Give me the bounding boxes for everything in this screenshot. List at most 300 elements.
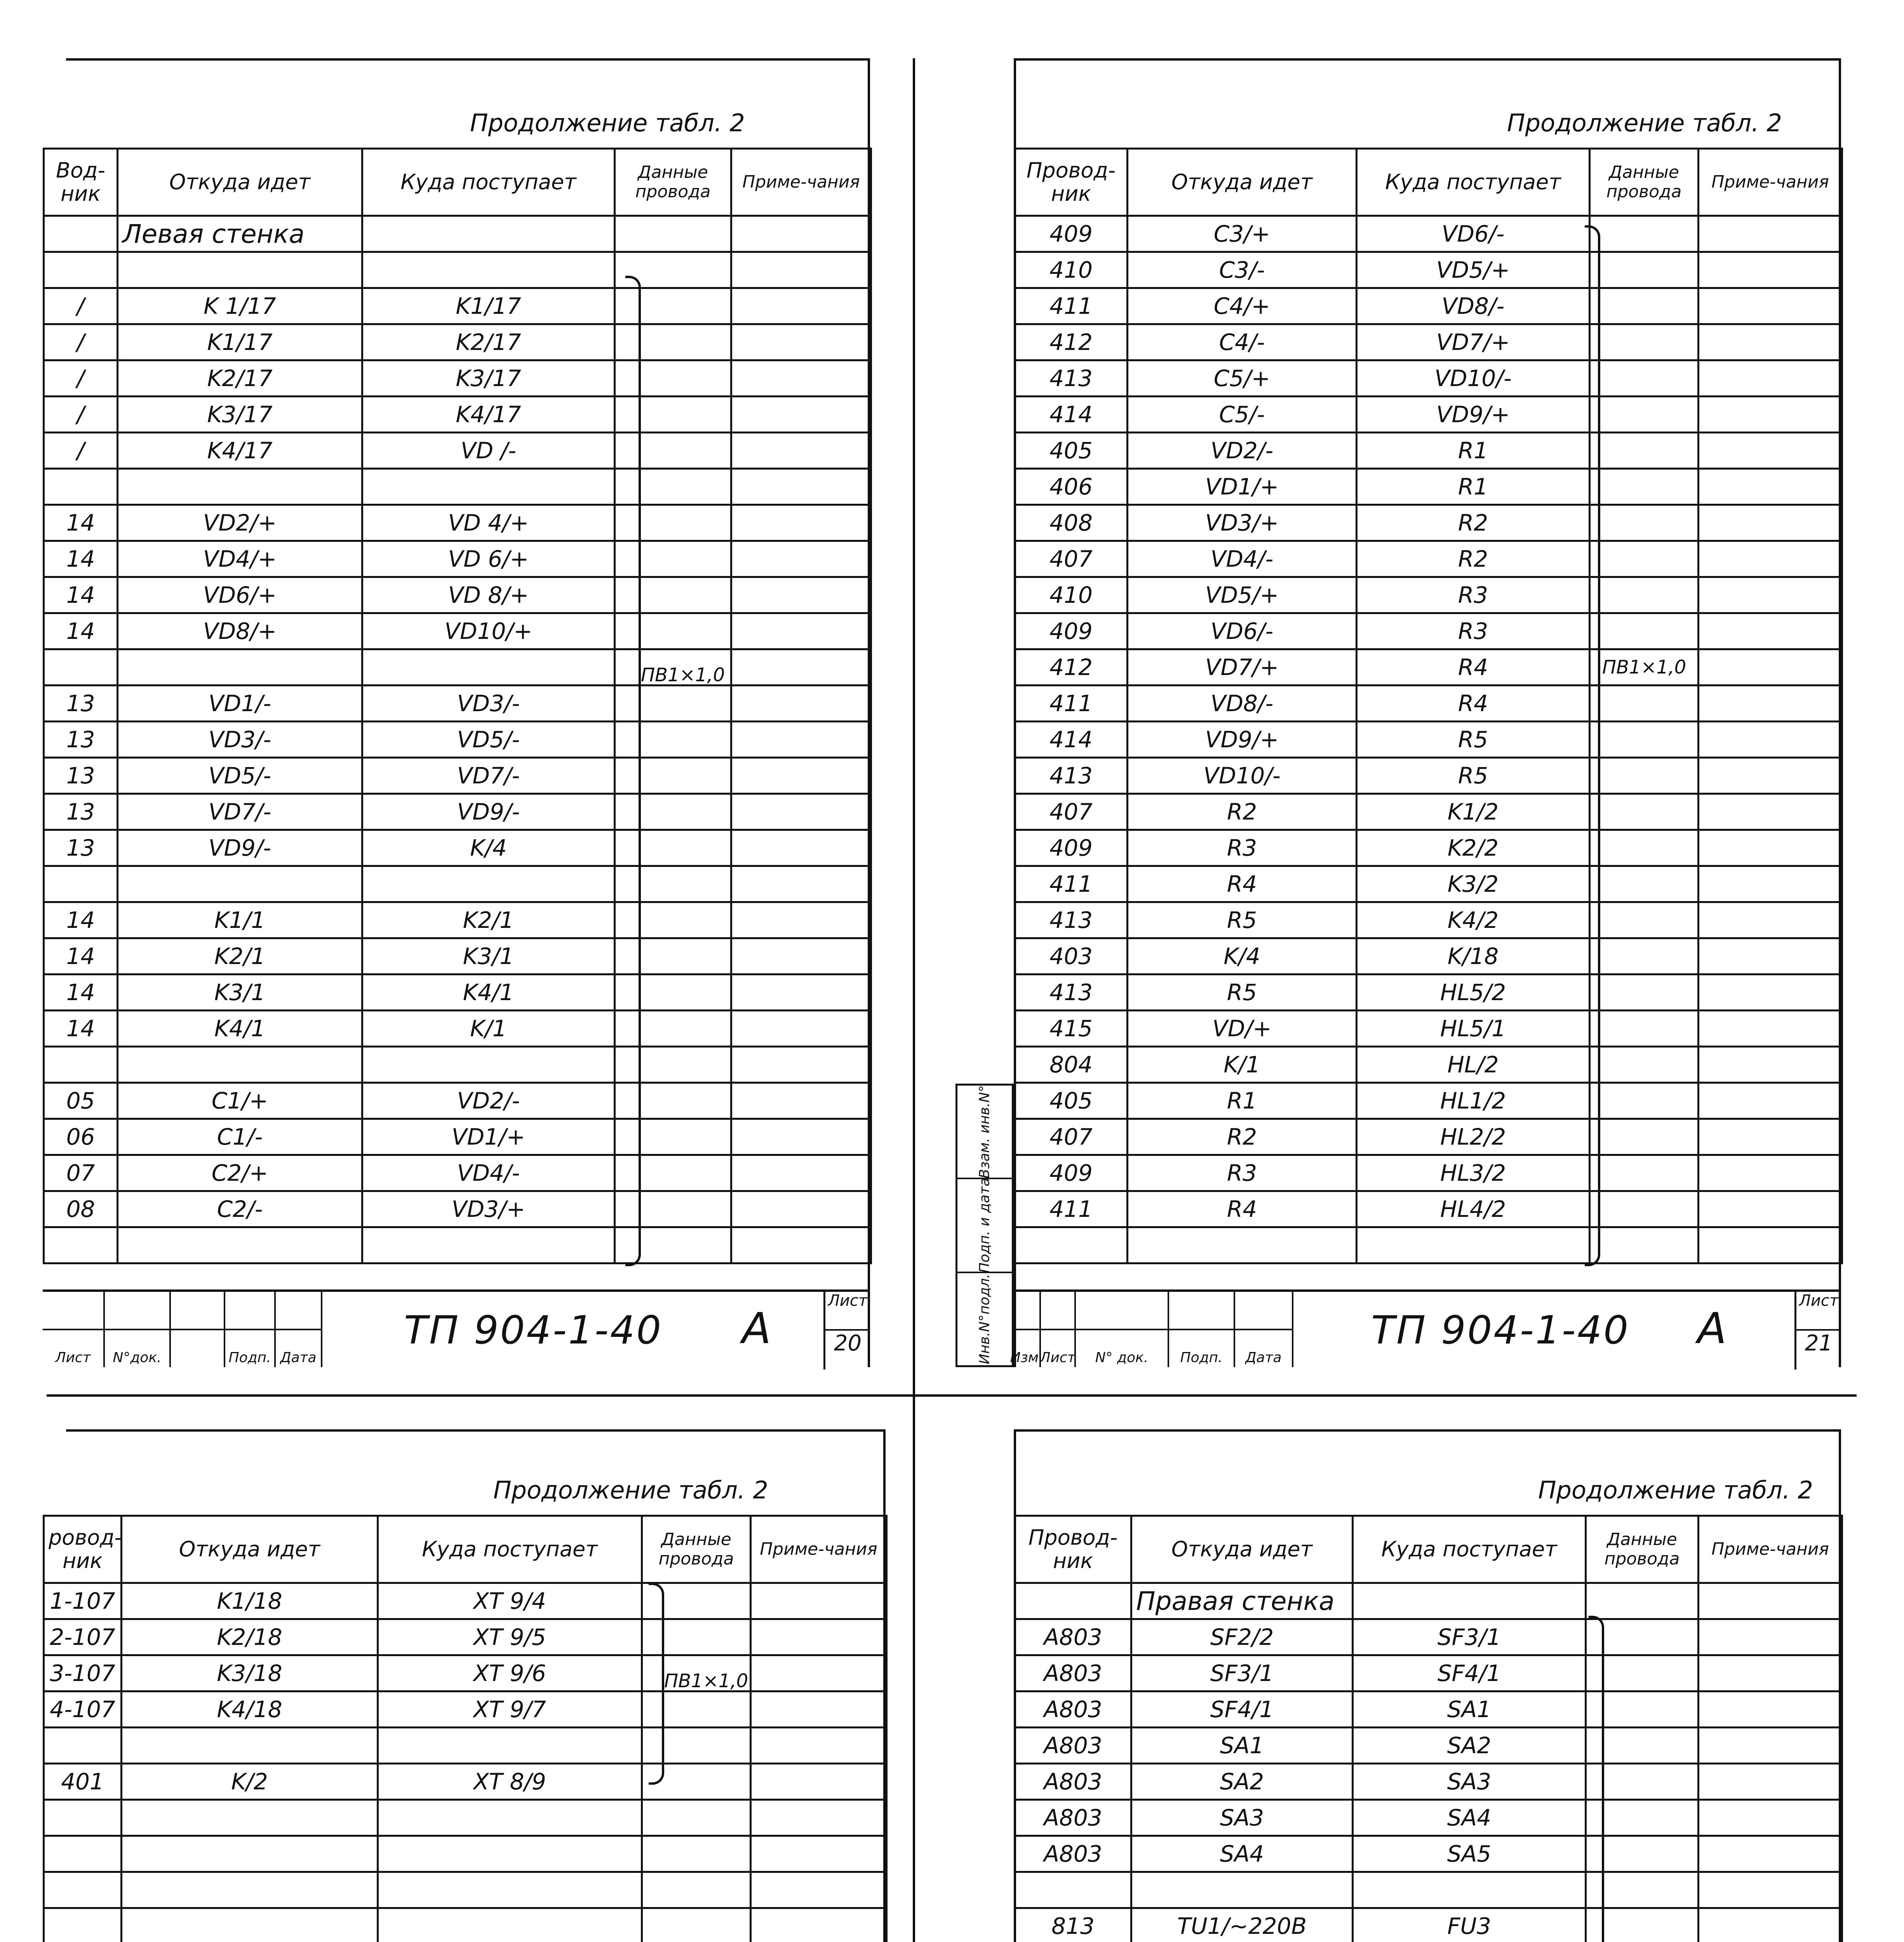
stamp-row (43, 1330, 322, 1367)
notes-cell (751, 1872, 887, 1908)
from-cell (122, 1836, 378, 1872)
wire-data-brace (625, 276, 641, 1266)
stamp-cell (1169, 1292, 1235, 1329)
table-row (44, 1619, 887, 1655)
header-data: Данные провода (1590, 149, 1699, 216)
notes-cell (1699, 1908, 1842, 1942)
doc-letter: А (1697, 1303, 1727, 1353)
to-cell: XT 9/6 (378, 1655, 642, 1691)
to-cell: R3 (1357, 577, 1590, 613)
notes-cell (1699, 830, 1842, 866)
notes-cell (1699, 722, 1842, 758)
from-cell (1131, 1872, 1353, 1908)
table-row (1015, 902, 1842, 938)
table-row (44, 433, 871, 469)
to-cell: VD 8/+ (362, 577, 615, 613)
table-row (1015, 505, 1842, 541)
side-cell (957, 1086, 1012, 1179)
notes-cell (731, 758, 871, 794)
section-title: Правая стенка (1131, 1583, 1353, 1619)
notes-cell (731, 577, 871, 613)
notes-cell (731, 830, 871, 866)
data-cell (1590, 216, 1699, 252)
data-cell (1590, 252, 1699, 288)
data-cell (1590, 758, 1699, 794)
stamp-cell (1076, 1292, 1169, 1329)
wire-cell (44, 1227, 118, 1263)
wire-data-brace (649, 1583, 664, 1785)
to-cell: K3/2 (1357, 866, 1590, 902)
to-cell: K3/1 (362, 938, 615, 974)
sheet-21 (955, 58, 1841, 1367)
data-cell (1590, 866, 1699, 902)
to-cell (362, 216, 615, 252)
table-row (1015, 1083, 1842, 1119)
to-cell: K/18 (1357, 938, 1590, 974)
header-to: Куда поступает (1353, 1516, 1586, 1583)
to-cell: SA4 (1353, 1800, 1586, 1836)
notes-cell (731, 1191, 871, 1227)
side-label: Взам. инв.N° (976, 1085, 993, 1178)
to-cell: K1/17 (362, 288, 615, 324)
data-cell (1590, 288, 1699, 324)
from-cell: VD4/- (1128, 541, 1357, 577)
table-row (1015, 1728, 1842, 1764)
to-cell: R1 (1357, 433, 1590, 469)
table-row (44, 577, 871, 613)
table-row (1015, 758, 1842, 794)
from-cell: K2/17 (118, 360, 362, 397)
header-wire: Bод-ник (44, 149, 118, 216)
to-cell: VD6/- (1357, 216, 1590, 252)
to-cell: R4 (1357, 686, 1590, 722)
stamp-cell (225, 1292, 276, 1329)
from-cell: VD5/- (118, 758, 362, 794)
header-to: Куда поступает (362, 149, 615, 216)
notes-cell (1699, 541, 1842, 577)
sheet-23 (955, 1429, 1841, 1942)
notes-cell (1699, 758, 1842, 794)
stamp-row (1010, 1330, 1293, 1367)
table-row (1015, 1119, 1842, 1155)
from-cell: C1/+ (118, 1083, 362, 1119)
table-row (1015, 1011, 1842, 1047)
from-cell: K2/18 (122, 1619, 378, 1655)
to-cell: XT 8/9 (378, 1764, 642, 1800)
to-cell: R4 (1357, 649, 1590, 686)
notes-cell (731, 1119, 871, 1155)
wire-cell: 411 (1015, 686, 1128, 722)
to-cell: XT 9/4 (378, 1583, 642, 1619)
from-cell: C3/+ (1128, 216, 1357, 252)
to-cell: K2/2 (1357, 830, 1590, 866)
data-cell (1590, 541, 1699, 577)
table-row (1015, 794, 1842, 830)
from-cell: VD2/+ (118, 505, 362, 541)
from-cell: K3/17 (118, 397, 362, 433)
from-cell: VD7/- (118, 794, 362, 830)
horizontal-separator (47, 1394, 1857, 1397)
notes-cell (1699, 1583, 1842, 1619)
frame-top (66, 1429, 886, 1432)
wire-cell: 413 (1015, 758, 1128, 794)
wire-cell: 407 (1015, 541, 1128, 577)
to-cell: HL5/2 (1357, 974, 1590, 1011)
doc-code: ТП 904-1-40 (1371, 1307, 1630, 1353)
table-row (1015, 433, 1842, 469)
data-cell (1590, 577, 1699, 613)
wire-cell: 408 (1015, 505, 1128, 541)
wire-cell: 14 (44, 1011, 118, 1047)
to-cell: SA1 (1353, 1691, 1586, 1728)
continuation-title: Продолжение табл. 2 (1507, 109, 1782, 137)
table-row (44, 469, 871, 505)
table-row (1015, 397, 1842, 433)
from-cell: K 1/17 (118, 288, 362, 324)
to-cell: XT 9/5 (378, 1619, 642, 1655)
notes-cell (1699, 1011, 1842, 1047)
wire-cell: 405 (1015, 433, 1128, 469)
wire-cell: 412 (1015, 324, 1128, 360)
notes-cell (731, 360, 871, 397)
to-cell: FU3 (1353, 1908, 1586, 1942)
stamp-label: Лист (43, 1330, 105, 1367)
notes-cell (1699, 974, 1842, 1011)
to-cell (378, 1728, 642, 1764)
notes-cell (1699, 1691, 1842, 1728)
continuation-title: Продолжение табл. 2 (1538, 1476, 1813, 1504)
notes-cell (751, 1836, 887, 1872)
table-row (44, 288, 871, 324)
stamp-label: N° док. (1076, 1330, 1169, 1367)
notes-cell (1699, 1728, 1842, 1764)
notes-cell (1699, 1155, 1842, 1191)
wire-cell: 804 (1015, 1047, 1128, 1083)
sheet-22 (43, 1429, 886, 1942)
notes-cell (1699, 324, 1842, 360)
from-cell: R3 (1128, 1155, 1357, 1191)
to-cell (1357, 1227, 1590, 1263)
wire-cell: 14 (44, 974, 118, 1011)
table-row (44, 1227, 871, 1263)
wire-cell: 413 (1015, 360, 1128, 397)
wire-cell: 06 (44, 1119, 118, 1155)
from-cell: R2 (1128, 794, 1357, 830)
from-cell: R4 (1128, 1191, 1357, 1227)
header-wire: Провод-ник (1015, 149, 1128, 216)
wire-cell: 414 (1015, 722, 1128, 758)
table-row (1015, 469, 1842, 505)
sheet-label: Лист (825, 1292, 870, 1331)
table-row (1015, 1583, 1842, 1619)
from-cell (118, 469, 362, 505)
notes-cell (1699, 613, 1842, 649)
table-row (44, 830, 871, 866)
table-row (1015, 1191, 1842, 1227)
to-cell: VD8/- (1357, 288, 1590, 324)
section-title: Левая стенка (118, 216, 362, 252)
stamp-label: Лист (1041, 1330, 1076, 1367)
table-row (44, 360, 871, 397)
notes-cell (751, 1728, 887, 1764)
notes-cell (731, 649, 871, 686)
table-row (1015, 1836, 1842, 1872)
from-cell (118, 1047, 362, 1083)
wire-cell: / (44, 433, 118, 469)
from-cell: SA4 (1131, 1836, 1353, 1872)
table-row (44, 541, 871, 577)
wire-cell: 813 (1015, 1908, 1131, 1942)
notes-cell (1699, 1764, 1842, 1800)
stamp-label: Изм. (1014, 1330, 1041, 1367)
table-row (44, 397, 871, 433)
to-cell: VD3/+ (362, 1191, 615, 1227)
to-cell: SA3 (1353, 1764, 1586, 1800)
to-cell: VD5/+ (1357, 252, 1590, 288)
from-cell: R4 (1128, 866, 1357, 902)
notes-cell (751, 1655, 887, 1691)
to-cell (362, 252, 615, 288)
wire-cell: / (44, 288, 118, 324)
wire-cell (44, 1047, 118, 1083)
to-cell: VD /- (362, 433, 615, 469)
wire-cell: A803 (1015, 1691, 1131, 1728)
from-cell: VD6/- (1128, 613, 1357, 649)
title-block (43, 1289, 870, 1367)
wire-cell: 2-107 (44, 1619, 122, 1655)
sheet-label: Лист (1796, 1292, 1841, 1331)
table-row (1015, 938, 1842, 974)
wire-cell: 409 (1015, 1155, 1128, 1191)
wire-cell (44, 866, 118, 902)
wire-cell: 05 (44, 1083, 118, 1119)
notes-cell (1699, 1047, 1842, 1083)
notes-cell (731, 469, 871, 505)
notes-cell (731, 541, 871, 577)
from-cell (118, 252, 362, 288)
stamp-cell (1235, 1292, 1293, 1329)
from-cell: C4/- (1128, 324, 1357, 360)
notes-cell (751, 1908, 887, 1942)
wire-cell: 414 (1015, 397, 1128, 433)
wire-type-label: ПВ1×1,0 (641, 664, 725, 686)
wire-cell: / (44, 324, 118, 360)
to-cell (1353, 1872, 1586, 1908)
wiring-table (43, 148, 872, 1264)
stamp-cell (1014, 1292, 1041, 1329)
data-cell (1590, 794, 1699, 830)
wire-data-brace (1585, 225, 1600, 1266)
from-cell: VD1/+ (1128, 469, 1357, 505)
wire-cell: 409 (1015, 216, 1128, 252)
notes-cell (731, 1083, 871, 1119)
table-row (44, 686, 871, 722)
notes-cell (731, 866, 871, 902)
wire-cell (44, 1872, 122, 1908)
from-cell (122, 1728, 378, 1764)
wire-cell: 412 (1015, 649, 1128, 686)
stamp-row (43, 1292, 322, 1330)
from-cell: R1 (1128, 1083, 1357, 1119)
table-row (44, 1119, 871, 1155)
wire-cell (44, 1728, 122, 1764)
notes-cell (1699, 866, 1842, 902)
data-cell (1590, 613, 1699, 649)
continuation-title: Продолжение табл. 2 (493, 1476, 768, 1504)
table-row (44, 1655, 887, 1691)
to-cell: VD9/- (362, 794, 615, 830)
to-cell (362, 1227, 615, 1263)
from-cell: R5 (1128, 902, 1357, 938)
table-row (1015, 613, 1842, 649)
wire-cell: 14 (44, 902, 118, 938)
stamp-cell (171, 1330, 225, 1367)
table-row (44, 866, 871, 902)
sheet-number-box (823, 1292, 870, 1369)
table-row (44, 613, 871, 649)
wire-cell: 401 (44, 1764, 122, 1800)
side-strip (955, 1084, 1014, 1367)
notes-cell (1699, 1872, 1842, 1908)
notes-cell (1699, 1655, 1842, 1691)
wire-cell: 13 (44, 794, 118, 830)
to-cell: K4/17 (362, 397, 615, 433)
data-cell (642, 1836, 751, 1872)
table-row (1015, 686, 1842, 722)
to-cell: VD2/- (362, 1083, 615, 1119)
data-cell (1590, 1011, 1699, 1047)
to-cell: XT 9/7 (378, 1691, 642, 1728)
table-row (44, 252, 871, 288)
from-cell: VD3/- (118, 722, 362, 758)
notes-cell (731, 1011, 871, 1047)
from-cell: C2/- (118, 1191, 362, 1227)
to-cell: HL3/2 (1357, 1155, 1590, 1191)
from-cell: SA1 (1131, 1728, 1353, 1764)
to-cell: SA5 (1353, 1836, 1586, 1872)
notes-cell (1699, 902, 1842, 938)
table-row (44, 758, 871, 794)
data-cell (1590, 830, 1699, 866)
sheet-number: 21 (1805, 1331, 1833, 1356)
data-cell (1590, 1119, 1699, 1155)
notes-cell (751, 1583, 887, 1619)
to-cell: R3 (1357, 613, 1590, 649)
wire-cell: 1-107 (44, 1583, 122, 1619)
notes-cell (731, 252, 871, 288)
wiring-table (43, 1515, 888, 1942)
wire-cell (44, 1908, 122, 1942)
notes-cell (731, 613, 871, 649)
to-cell: K2/17 (362, 324, 615, 360)
table-row (1015, 1655, 1842, 1691)
notes-cell (1699, 505, 1842, 541)
stamp-cell (105, 1292, 171, 1329)
header-data: Данные провода (1586, 1516, 1699, 1583)
data-cell (1590, 1083, 1699, 1119)
wire-cell (44, 216, 118, 252)
wire-cell: 411 (1015, 288, 1128, 324)
stamp-cell (1041, 1292, 1076, 1329)
notes-cell (751, 1691, 887, 1728)
notes-cell (731, 433, 871, 469)
table-row (1015, 1047, 1842, 1083)
from-cell: VD7/+ (1128, 649, 1357, 686)
wire-cell: 407 (1015, 794, 1128, 830)
wire-cell: A803 (1015, 1764, 1131, 1800)
wire-cell: / (44, 397, 118, 433)
side-label: Подп. и дата (976, 1178, 993, 1273)
notes-cell (1699, 1619, 1842, 1655)
data-cell (1586, 1583, 1699, 1619)
wire-cell: 13 (44, 722, 118, 758)
to-cell: VD 4/+ (362, 505, 615, 541)
wire-cell: 405 (1015, 1083, 1128, 1119)
from-cell: K4/18 (122, 1691, 378, 1728)
to-cell: K4/2 (1357, 902, 1590, 938)
notes-cell (1699, 360, 1842, 397)
table-row (1015, 866, 1842, 902)
data-cell (642, 1908, 751, 1942)
notes-cell (1699, 252, 1842, 288)
notes-cell (1699, 1191, 1842, 1227)
table-row (44, 1011, 871, 1047)
to-cell: K/4 (362, 830, 615, 866)
from-cell: VD5/+ (1128, 577, 1357, 613)
vertical-separator (913, 58, 915, 1942)
table-row (44, 1764, 887, 1800)
notes-cell (1699, 1119, 1842, 1155)
from-cell: C5/- (1128, 397, 1357, 433)
notes-cell (731, 324, 871, 360)
notes-cell (1699, 1227, 1842, 1263)
wire-cell: 415 (1015, 1011, 1128, 1047)
data-cell (642, 1872, 751, 1908)
wire-cell (1015, 1227, 1128, 1263)
stamp-grid (1010, 1292, 1293, 1367)
notes-cell (1699, 577, 1842, 613)
notes-cell (751, 1619, 887, 1655)
to-cell: R2 (1357, 541, 1590, 577)
to-cell (362, 866, 615, 902)
table-row (1015, 541, 1842, 577)
notes-cell (731, 794, 871, 830)
table-row (1015, 1764, 1842, 1800)
notes-cell (731, 686, 871, 722)
stamp-label: Дата (276, 1330, 322, 1367)
from-cell (122, 1872, 378, 1908)
wire-cell: 413 (1015, 974, 1128, 1011)
notes-cell (731, 722, 871, 758)
data-cell (1590, 686, 1699, 722)
wire-cell: 411 (1015, 1191, 1128, 1227)
wire-cell: 409 (1015, 830, 1128, 866)
from-cell: TU1/~220B (1131, 1908, 1353, 1942)
to-cell: K1/2 (1357, 794, 1590, 830)
notes-cell (731, 216, 871, 252)
from-cell: K4/17 (118, 433, 362, 469)
wire-cell: 406 (1015, 469, 1128, 505)
to-cell: HL/2 (1357, 1047, 1590, 1083)
sheet-number-box (1794, 1292, 1841, 1369)
table-row (44, 649, 871, 686)
table-row (44, 902, 871, 938)
to-cell: R2 (1357, 505, 1590, 541)
from-cell (1128, 1227, 1357, 1263)
to-cell: HL2/2 (1357, 1119, 1590, 1155)
to-cell: VD1/+ (362, 1119, 615, 1155)
table-row (44, 505, 871, 541)
